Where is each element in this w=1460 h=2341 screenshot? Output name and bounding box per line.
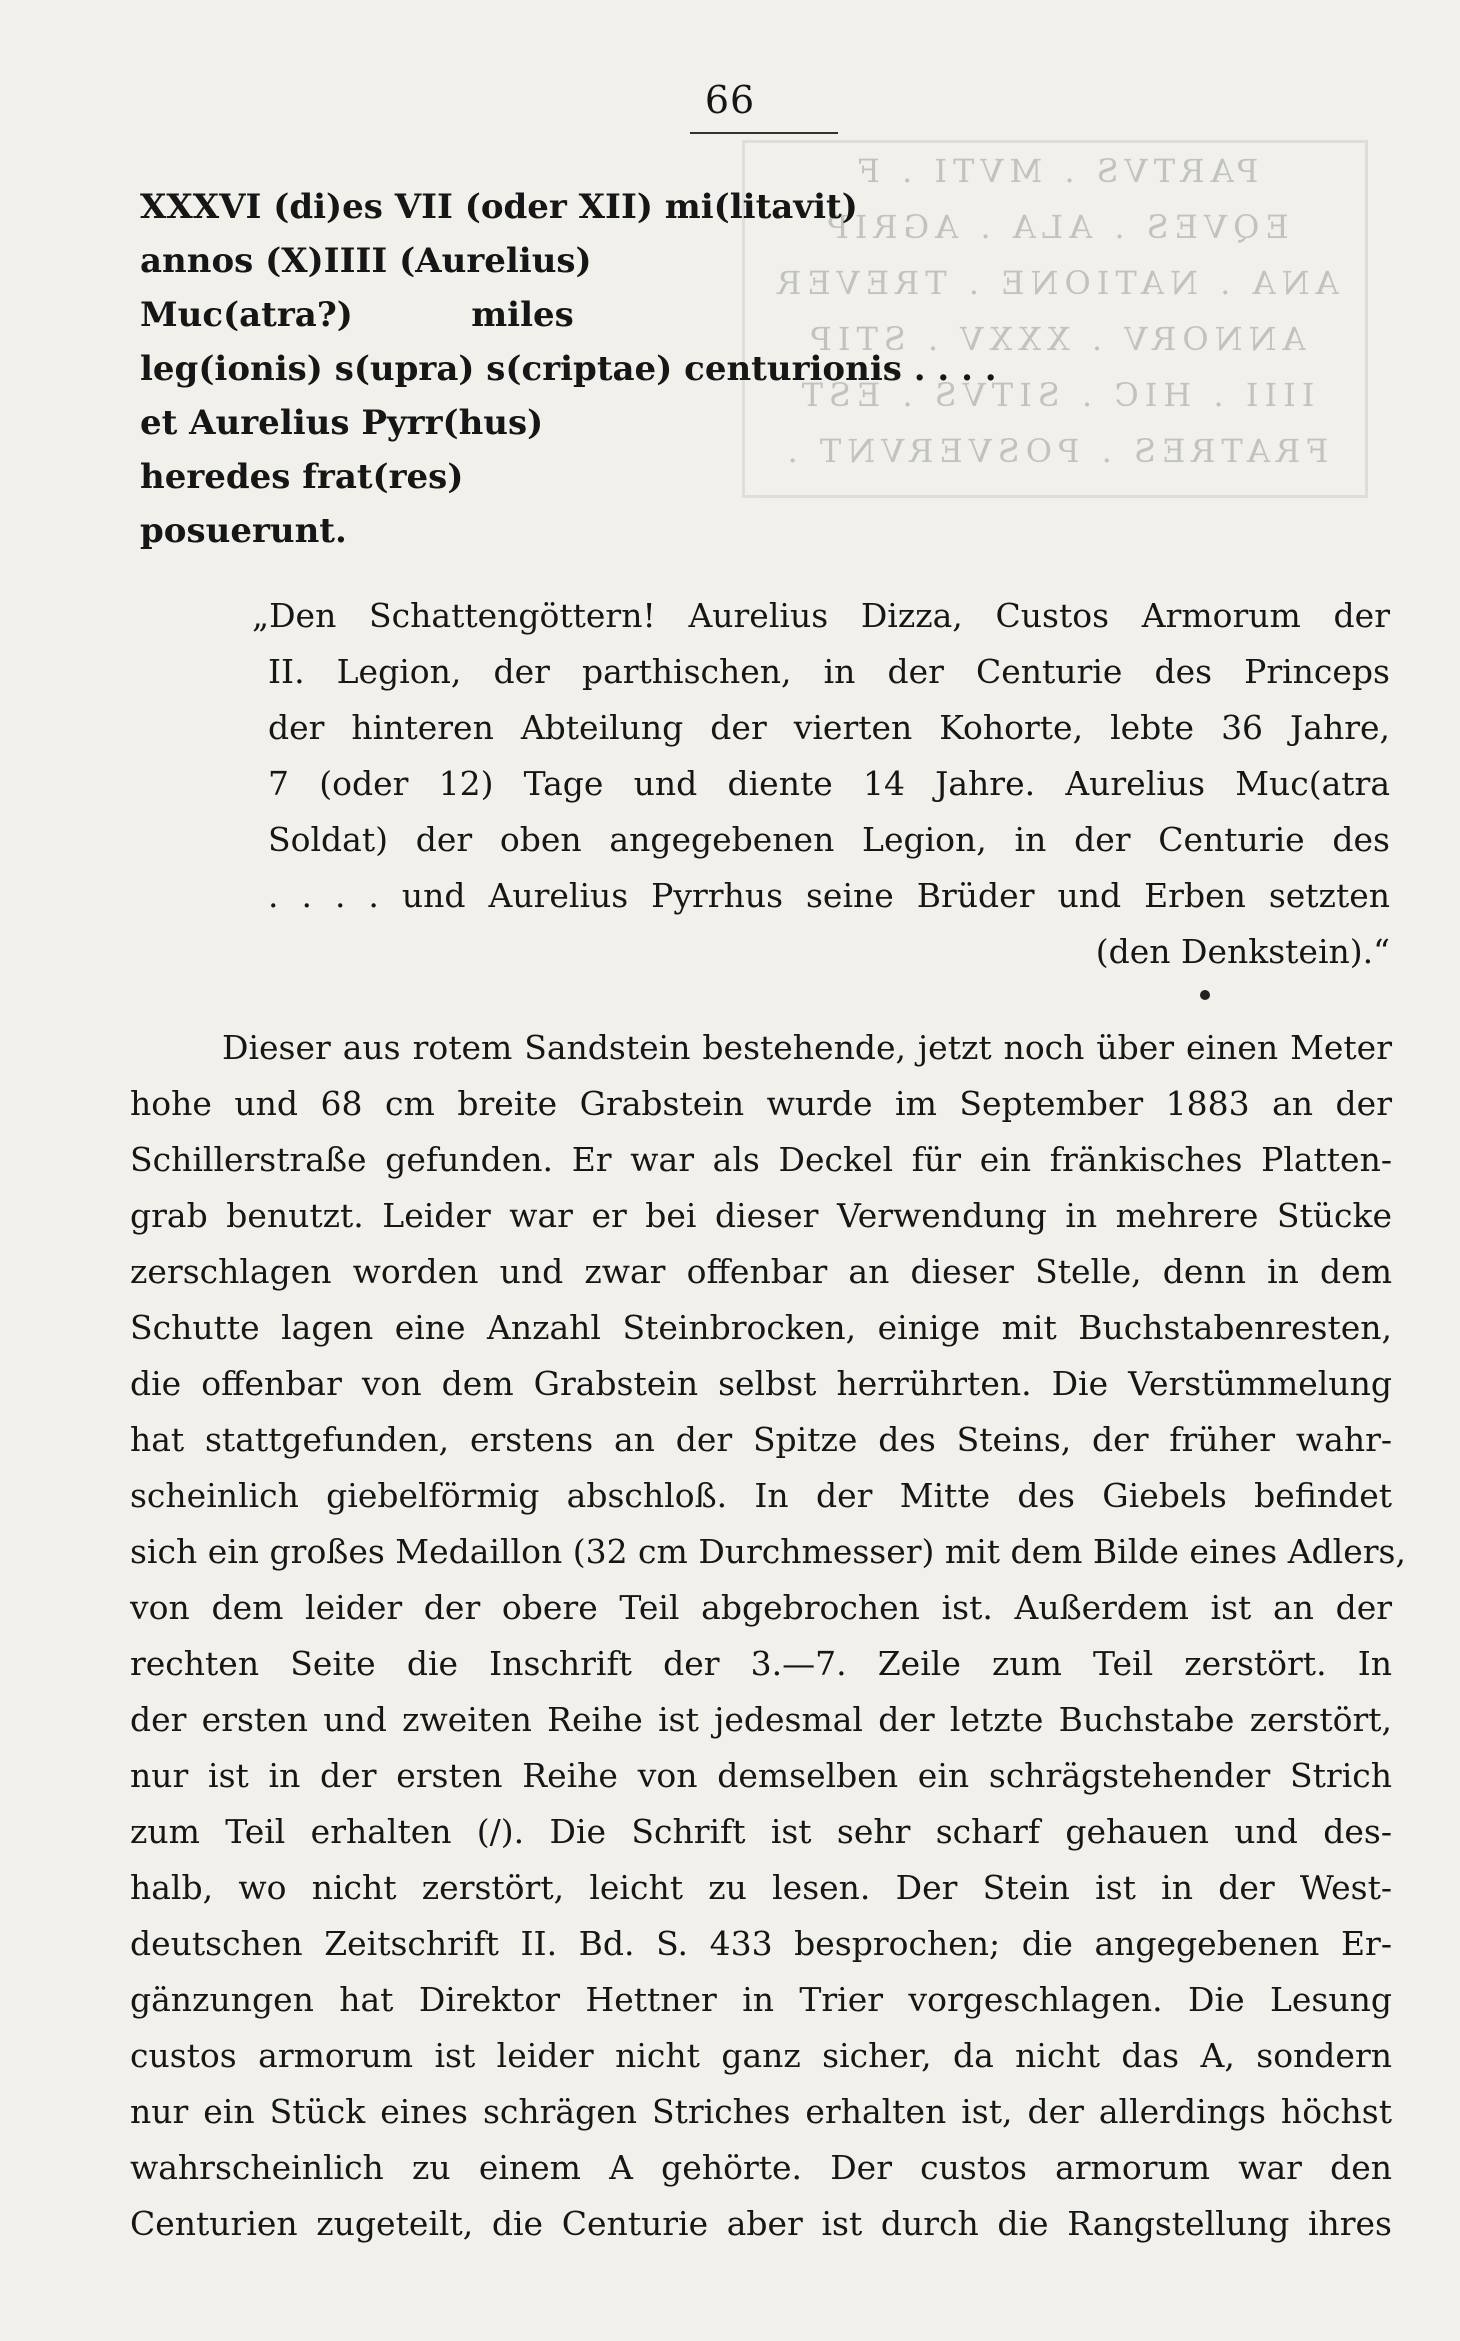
body-line: wahrscheinlich zu einem A gehörte. Der custos armorum war den	[130, 2148, 1392, 2187]
stone-row: IIII . HIC . SITVS . EST	[795, 376, 1315, 414]
stone-row: ANNORV . XXXV . STIP	[804, 320, 1306, 358]
body-line: halb, wo nicht zerstört, leicht zu lesen. Der Stein ist in der West-	[130, 1868, 1392, 1907]
stone-row: EQVES . ALA . AGRIP	[821, 208, 1289, 246]
translation-line: der hinteren Abteilung der vierten Kohorte, lebte 36 Jahre,	[268, 708, 1390, 747]
latin-line: annos (X)IIII (Aurelius)	[140, 241, 592, 281]
body-line: sich ein großes Medaillon (32 cm Durchmesser) mit dem Bilde eines Adlers,	[130, 1532, 1406, 1571]
body-paragraph	[130, 1020, 1406, 2252]
body-line: hat stattgefunden, erstens an der Spitze des Steins, der früher wahr-	[130, 1420, 1392, 1459]
stone-row: FRATRES . POSVERVNT .	[781, 432, 1329, 470]
latin-line: heredes frat(res)	[140, 457, 464, 497]
ink-dot	[1200, 990, 1210, 1000]
body-line: die offenbar von dem Grabstein selbst herrührten. Die Verstümmelung	[130, 1364, 1392, 1403]
translation-line: (den Denkstein).“	[1095, 932, 1390, 971]
body-line: Schillerstraße gefunden. Er war als Deckel für ein fränkisches Platten-	[130, 1140, 1392, 1179]
body-line: Dieser aus rotem Sandstein bestehende, jetzt noch über einen Meter	[222, 1028, 1392, 1067]
latin-line: XXXVI (di)es VII (oder XII) mi(litavit)	[140, 187, 858, 227]
body-line: deutschen Zeitschrift II. Bd. S. 433 besprochen; die angegebenen Er-	[130, 1924, 1392, 1963]
page-number-rule	[690, 132, 838, 134]
body-line: grab benutzt. Leider war er bei dieser Verwendung in mehrere Stücke	[130, 1196, 1392, 1235]
body-line: nur ein Stück eines schrägen Striches erhalten ist, der allerdings höchst	[130, 2092, 1392, 2131]
body-line: zum Teil erhalten (/). Die Schrift ist sehr scharf gehauen und des-	[130, 1812, 1392, 1851]
latin-line: Muc(atra?) miles	[140, 295, 574, 335]
translation-line: Soldat) der oben angegebenen Legion, in der Centurie des	[268, 820, 1390, 859]
translation-line: II. Legion, der parthischen, in der Centurie des Princeps	[268, 652, 1390, 691]
body-line: gänzungen hat Direktor Hettner in Trier vorgeschlagen. Die Lesung	[130, 1980, 1392, 2019]
body-line: Centurien zugeteilt, die Centurie aber ist durch die Rangstellung ihres	[130, 2204, 1392, 2243]
page-number: 66	[704, 78, 756, 122]
body-line: scheinlich giebelförmig abschloß. In der Mitte des Giebels befindet	[130, 1476, 1392, 1515]
body-line: zerschlagen worden und zwar offenbar an dieser Stelle, denn in dem	[130, 1252, 1392, 1291]
translation-line: . . . . und Aurelius Pyrrhus seine Brüder und Erben setzten	[268, 876, 1390, 915]
body-line: nur ist in der ersten Reihe von demselben ein schrägstehender Strich	[130, 1756, 1392, 1795]
latin-line: leg(ionis) s(upra) s(criptae) centurionis . . . .	[140, 349, 997, 389]
stone-row: PARTVS . MVTI . F	[851, 152, 1259, 190]
latin-line: posuerunt.	[140, 511, 347, 551]
body-line: von dem leider der obere Teil abgebrochen ist. Außerdem ist an der	[130, 1588, 1392, 1627]
translation-line: 7 (oder 12) Tage und diente 14 Jahre. Aurelius Muc(atra	[268, 764, 1390, 803]
body-line: Schutte lagen eine Anzahl Steinbrocken, einige mit Buchstabenresten,	[130, 1308, 1392, 1347]
translation-line: „Den Schattengöttern! Aurelius Dizza, Custos Armorum der	[252, 596, 1390, 635]
body-line: der ersten und zweiten Reihe ist jedesmal der letzte Buchstabe zerstört,	[130, 1700, 1392, 1739]
stone-row: ANA . NATIONE . TREVER	[771, 264, 1339, 302]
translation-quote	[140, 588, 1390, 980]
body-line: hohe und 68 cm breite Grabstein wurde im September 1883 an der	[130, 1084, 1392, 1123]
latin-inscription-block	[140, 180, 1040, 558]
body-line: rechten Seite die Inschrift der 3.—7. Zeile zum Teil zerstört. In	[130, 1644, 1392, 1683]
latin-line: et Aurelius Pyrr(hus)	[140, 403, 544, 443]
body-line: custos armorum ist leider nicht ganz sicher, da nicht das A, sondern	[130, 2036, 1392, 2075]
